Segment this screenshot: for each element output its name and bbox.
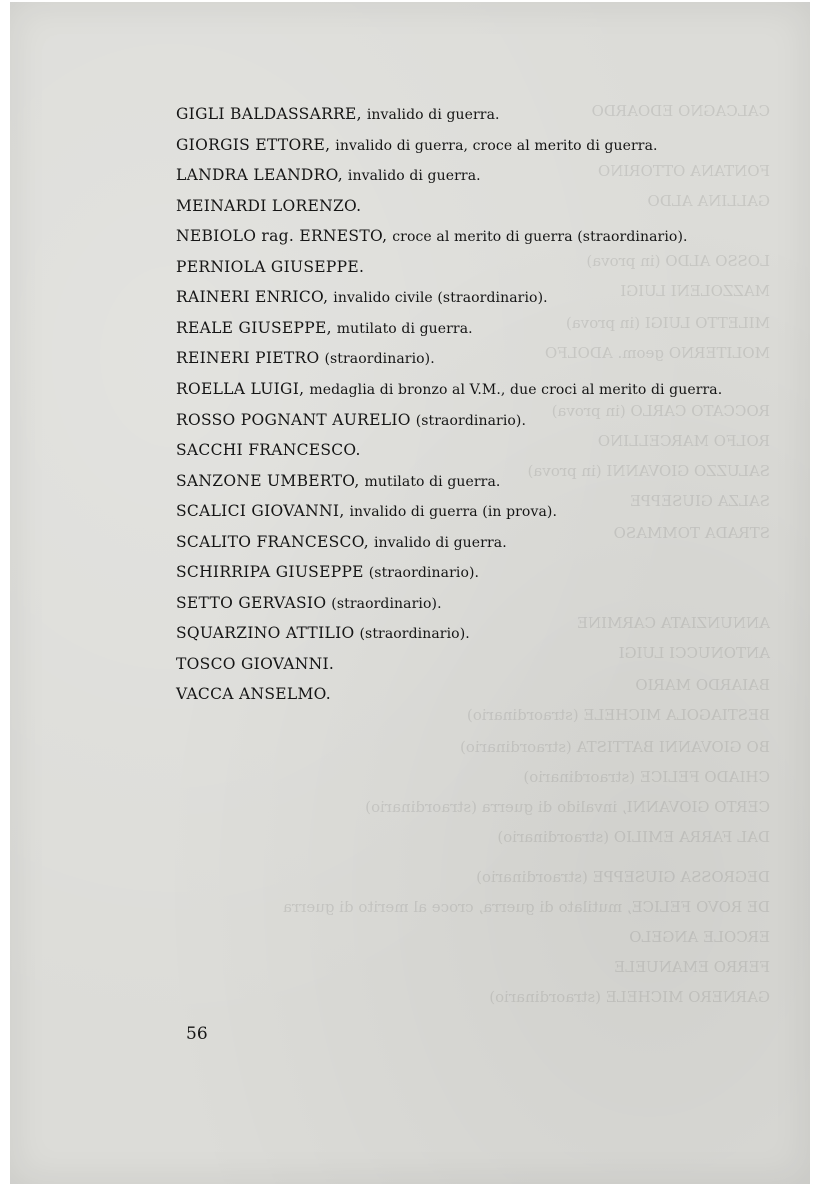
entry-name: REINERI PIETRO bbox=[176, 349, 320, 367]
entry-name: MEINARDI LORENZO. bbox=[176, 196, 362, 215]
entry-name: SACCHI FRANCESCO. bbox=[176, 441, 361, 459]
entry-name: GIORGIS ETTORE, bbox=[176, 135, 331, 154]
entry-note: invalido civile (straordinario). bbox=[333, 290, 548, 306]
entry-note: mutilato di guerra. bbox=[336, 320, 473, 337]
entry-name: SCHIRRIPA GIUSEPPE bbox=[176, 563, 364, 581]
list-item bbox=[176, 680, 776, 711]
entry-note: mutilato di guerra. bbox=[364, 473, 501, 490]
list-item bbox=[176, 161, 776, 192]
page-sheet bbox=[10, 2, 810, 1184]
list-item bbox=[176, 314, 776, 345]
list-item bbox=[176, 283, 776, 314]
list-item bbox=[176, 131, 776, 162]
entry-note: invalido di guerra. bbox=[347, 168, 481, 184]
entry-note: invalido di guerra. bbox=[366, 107, 500, 123]
entry-name: SQUARZINO ATTILIO bbox=[176, 624, 355, 642]
list-item bbox=[176, 467, 776, 498]
list-item bbox=[176, 619, 776, 650]
list-item bbox=[176, 589, 776, 620]
entry-note: invalido di guerra, croce al merito di guerra. bbox=[335, 137, 658, 154]
list-item bbox=[176, 436, 776, 467]
entry-name: SCALITO FRANCESCO, bbox=[176, 532, 370, 551]
entry-list bbox=[176, 100, 776, 711]
page-number: 56 bbox=[186, 1024, 208, 1044]
entry-note: (straordinario). bbox=[359, 626, 470, 642]
entry-name: VACCA ANSELMO. bbox=[176, 685, 331, 703]
list-item bbox=[176, 528, 776, 559]
list-item bbox=[176, 222, 776, 253]
entry-name: ROSSO POGNANT AURELIO bbox=[176, 410, 411, 429]
entry-name: SCALICI GIOVANNI, bbox=[176, 502, 345, 520]
entry-note: invalido di guerra. bbox=[373, 534, 507, 551]
list-item bbox=[176, 375, 776, 406]
list-item bbox=[176, 497, 776, 528]
entry-name: GIGLI BALDASSARRE, bbox=[176, 105, 362, 123]
entry-note: (straordinario). bbox=[331, 595, 442, 612]
entry-note: (straordinario). bbox=[368, 565, 480, 581]
entry-note: (straordinario). bbox=[324, 351, 435, 367]
entry-note: (straordinario). bbox=[415, 412, 527, 429]
list-item bbox=[176, 192, 776, 223]
list-item bbox=[176, 406, 776, 437]
entry-name: REALE GIUSEPPE, bbox=[176, 318, 332, 337]
list-item bbox=[176, 344, 776, 375]
list-item bbox=[176, 558, 776, 589]
entry-note: croce al merito di guerra (straordinario). bbox=[392, 229, 688, 245]
entry-note: medaglia di bronzo al V.M., due croci al merito di guerra. bbox=[309, 381, 723, 398]
entry-name: RAINERI ENRICO, bbox=[176, 288, 329, 306]
entry-name: NEBIOLO rag. ERNESTO, bbox=[176, 227, 388, 245]
entry-name: TOSCO GIOVANNI. bbox=[176, 654, 335, 673]
list-item bbox=[176, 100, 776, 131]
entry-name: SANZONE UMBERTO, bbox=[176, 471, 360, 490]
list-item bbox=[176, 253, 776, 284]
entry-name: LANDRA LEANDRO, bbox=[176, 166, 343, 184]
list-item bbox=[176, 650, 776, 681]
show-through-text: CALCAGNO EDOARDO FONTANA OTTORINO GALLINA ALDO LOSSO ALDO (in prova) MAZZOLENI LUIGI MILETTO LUIGI (in prova) MOLITERNO geom. ADOLFO ROCCATO CARLO (in prova) ROLFO MARCELLINO SALUZZO GIOVANNI (in prova) SALZA GIUSEPPE STRADA TOMMASO ANNUNZIATA CARMINE ANTONUCCI LUIGI BAIARDO MARIO BESTIAGOLA MICHELE (straordinario) BO GIOVANNI BATTISTA (straordinario) CHIADO FELICE (straordinario) CERTO GIOVANNI, invalido di guerra (straordinario) DAL FARRA EMILIO (straordinario) DEGROSSA GIUSEPPE (straordinario) DE ROVO FELICE, mutilato di guerra, croce al merito di guerra ERCOLE ANGELO FERRO EMANUELE GARNERO MICHELE (straordinario) bbox=[283, 102, 770, 1006]
entry-name: SETTO GERVASIO bbox=[176, 593, 327, 612]
entry-name: PERNIOLA GIUSEPPE. bbox=[176, 257, 365, 276]
entry-note: invalido di guerra (in prova). bbox=[349, 504, 558, 520]
entry-name: ROELLA LUIGI, bbox=[176, 379, 305, 398]
